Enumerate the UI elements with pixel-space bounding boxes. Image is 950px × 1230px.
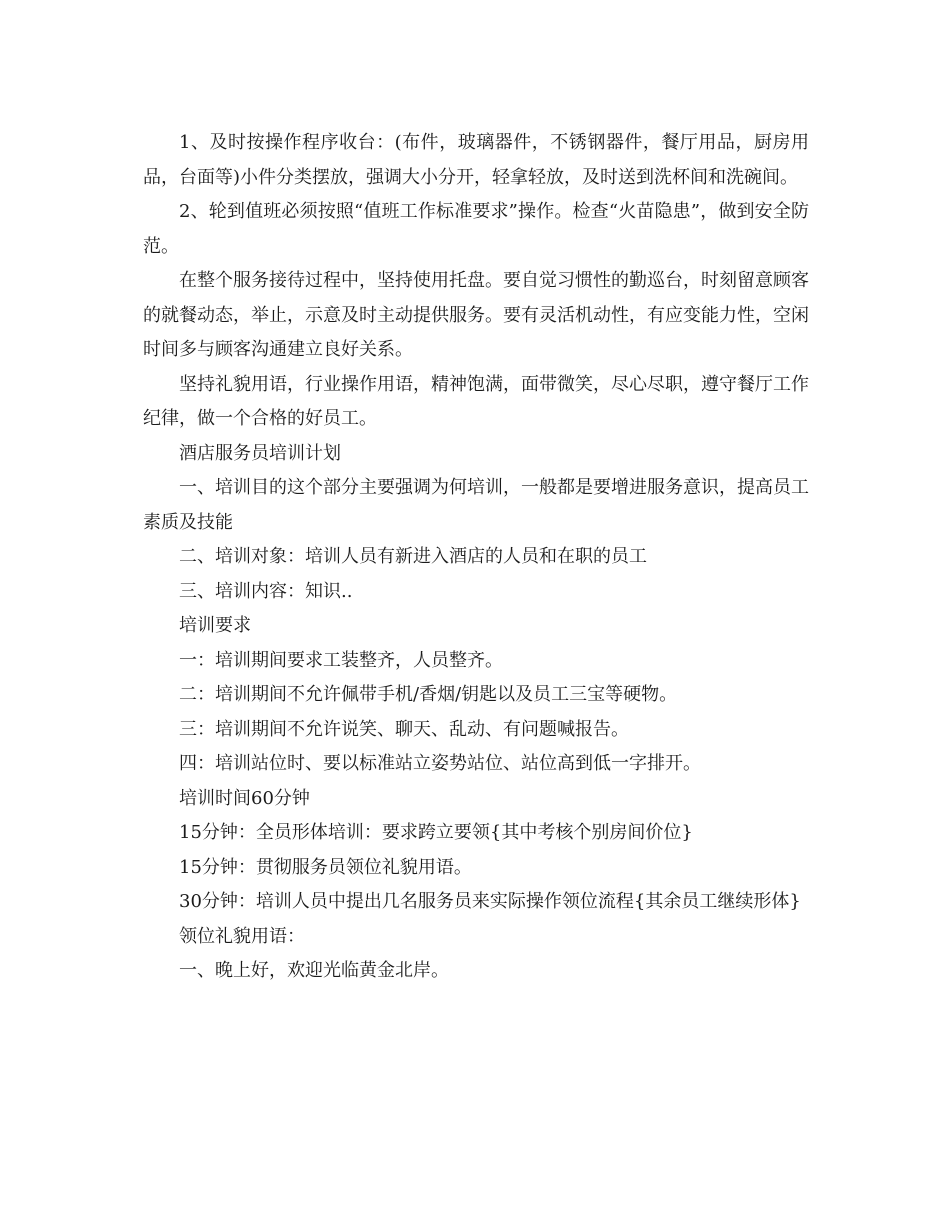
document-page bbox=[143, 126, 809, 989]
section-heading-training-plan: 酒店服务员培训计划 bbox=[179, 442, 341, 464]
section-heading-training-time: 培训时间60分钟 bbox=[179, 787, 310, 809]
paragraph-closing-procedure: 1、及时按操作程序收台：(布件，玻璃器件，不锈钢器件，餐厅用品，厨房用品，台面等)小件分类摆放，强调大小分开，轻拿轻放，及时送到洗杯间和洗碗间。 bbox=[143, 132, 809, 188]
paragraph-duty-standard: 2、轮到值班必须按照“值班工作标准要求”操作。检查“火苗隐患”，做到安全防范。 bbox=[143, 201, 809, 257]
requirement-item-1: 一：培训期间要求工装整齐，人员整齐。 bbox=[179, 649, 503, 671]
paragraph-tray-service: 在整个服务接待过程中，坚持使用托盘。要自觉习惯性的勤巡台，时刻留意顾客的就餐动态，举止，示意及时主动提供服务。要有灵活机动性，有应变能力性，空闲时间多与顾客沟通建立良好关系。 bbox=[143, 270, 809, 360]
paragraph-training-target: 二、培训对象：培训人员有新进入酒店的人员和在职的员工 bbox=[179, 546, 647, 567]
section-heading-greeting-phrases: 领位礼貌用语： bbox=[179, 925, 305, 947]
schedule-item-3: 30分钟：培训人员中提出几名服务员来实际操作领位流程{其余员工继续形体} bbox=[179, 891, 801, 912]
schedule-item-2: 15分钟：贯彻服务员领位礼貌用语。 bbox=[179, 856, 472, 878]
paragraph-training-content: 三、培训内容：知识.. bbox=[179, 580, 353, 602]
schedule-item-1: 15分钟：全员形体培训：要求跨立要领{其中考核个别房间价位} bbox=[179, 822, 693, 843]
paragraph-polite-language: 坚持礼貌用语，行业操作用语，精神饱满，面带微笑，尽心尽职，遵守餐厅工作纪律，做一个合格的好员工。 bbox=[143, 373, 809, 429]
requirement-item-2: 二：培训期间不允许佩带手机/香烟/钥匙以及员工三宝等硬物。 bbox=[179, 684, 678, 705]
greeting-item-1: 一、晚上好，欢迎光临黄金北岸。 bbox=[179, 960, 449, 981]
paragraph-training-purpose: 一、培训目的这个部分主要强调为何培训，一般都是要增进服务意识，提高员工素质及技能 bbox=[143, 477, 809, 533]
requirement-item-4: 四：培训站位时、要以标准站立姿势站位、站位高到低一字排开。 bbox=[179, 753, 701, 774]
section-heading-training-requirements: 培训要求 bbox=[179, 615, 251, 636]
requirement-item-3: 三：培训期间不允许说笑、聊天、乱动、有问题喊报告。 bbox=[179, 718, 629, 740]
